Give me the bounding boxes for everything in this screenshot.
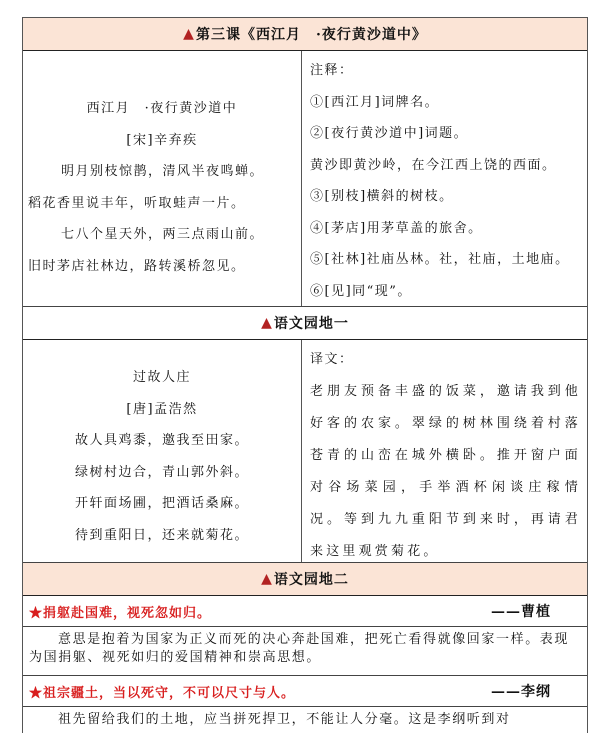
section-header-garden2: [23, 563, 587, 596]
translation-text: 老朋友预备丰盛的饭菜，邀请我到他好客的农家。翠绿的树林围绕着村落苍青的山峦在城外横卧。推开窗户面对谷场菜园，手举酒杯闲谈庄稼情况。等到九九重阳节到来时，再请君来这里观赏菊花。: [310, 383, 581, 559]
annotation-item: ④[茅店]用茅草盖的旅舍。: [310, 220, 483, 236]
poem-line: 开轩面场圃，把酒话桑麻。: [74, 496, 249, 511]
poem-title: 过故人庄: [132, 370, 191, 385]
section-header-garden1: [23, 307, 587, 340]
annotation-item: ⑤[社林]社庙丛林。社，社庙，土地庙。: [310, 252, 570, 267]
poem-line: 七八个星天外，两三点雨山前。: [61, 227, 265, 242]
section-title: 语文园地二: [273, 572, 349, 588]
translation-heading: 译文：: [310, 352, 354, 367]
quote-row: [23, 676, 587, 707]
section-title: 第三课《西江月 ·夜行黄沙道中》: [195, 27, 427, 43]
annotation-item: ①[西江月]词牌名。: [310, 94, 440, 110]
quote-author: ——曹植: [491, 604, 551, 620]
garden1-content-row: [23, 340, 587, 563]
poem-guoguren-zhuang: [23, 340, 302, 562]
poem-line: 待到重阳日，还来就菊花。: [74, 527, 249, 543]
lesson3-content-row: [23, 51, 587, 307]
annotation-item: 黄沙即黄沙岭，在今江西上饶的西面。: [310, 157, 557, 173]
poem-line: 稻花香里说丰年，听取蛙声一片。: [28, 195, 246, 211]
poem-author: [唐]孟浩然: [126, 401, 198, 417]
section-title: 语文园地一: [273, 316, 349, 332]
poem-annotations: [302, 51, 587, 306]
annotation-item: ②[夜行黄沙道中]词题。: [310, 126, 469, 141]
poem-line: 明月别枝惊鹊，清风半夜鸣蝉。: [61, 164, 265, 179]
poem-author: [宋]辛弃疾: [126, 132, 198, 148]
annotation-item: ⑥[见]同“现”。: [310, 283, 412, 299]
poem-line: 故人具鸡黍，邀我至田家。: [74, 433, 249, 448]
quote-author: ——李纲: [491, 684, 551, 700]
poem-title: 西江月 ·夜行黄沙道中: [86, 101, 238, 116]
quote-explanation: 意思是抱着为国家为正义而死的决心奔赴国难，把死亡看得就像回家一样。表现为国捐躯、视死如归的爱国精神和崇高思想。: [23, 627, 587, 676]
poem-translation: [302, 340, 587, 562]
quote-explanation: 祖先留给我们的土地，应当拼死捍卫，不能让人分毫。这是李纲听到对: [58, 712, 511, 727]
poem-line: 绿树村边合，青山郭外斜。: [74, 464, 249, 480]
section-header-lesson3: [23, 18, 587, 51]
quote-text: ★祖宗疆土，当以死守，不可以尺寸与人。: [29, 685, 296, 701]
poem-xijiangyue: [23, 51, 302, 306]
triangle-marker-icon: ▲: [261, 315, 273, 331]
annotations-heading: 注释：: [310, 63, 354, 78]
quote-row: [23, 596, 587, 627]
quote-text: ★捐躯赴国难，视死忽如归。: [29, 605, 212, 621]
study-notes-table: [22, 17, 588, 733]
triangle-marker-icon: ▲: [183, 26, 195, 42]
poem-line: 旧时茅店社林边，路转溪桥忽见。: [28, 258, 246, 274]
triangle-marker-icon: ▲: [261, 571, 273, 587]
annotation-item: ③[别枝]横斜的树枝。: [310, 189, 454, 204]
